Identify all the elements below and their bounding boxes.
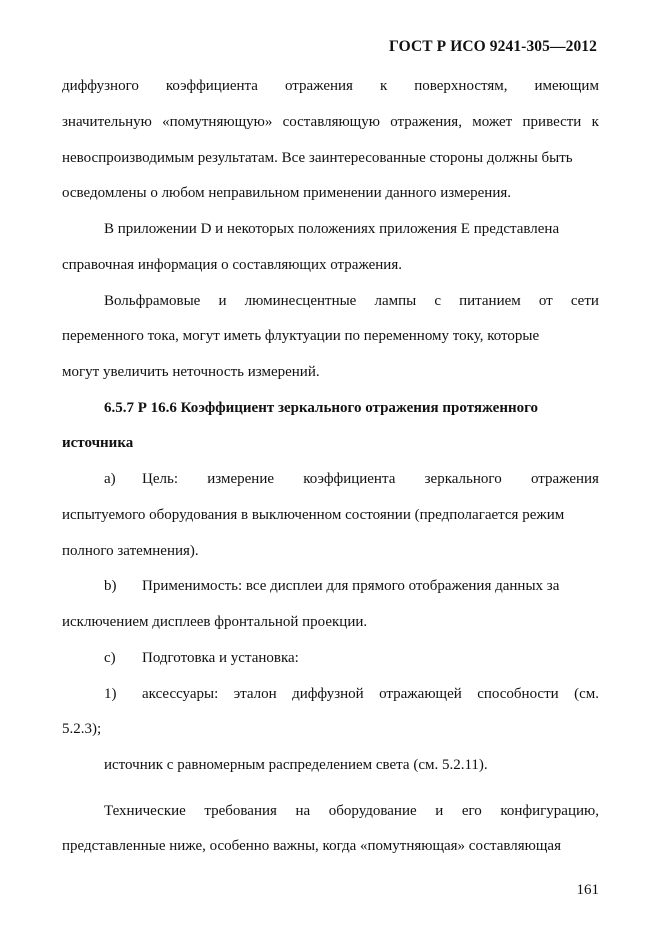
word: коэффициента: [303, 471, 396, 487]
word: Цель:: [142, 471, 178, 487]
word: отражения: [284, 78, 353, 94]
word: на: [295, 803, 311, 819]
text-line: В приложении D и некоторых положениях приложения Е представлена: [104, 221, 560, 237]
word: (см.: [574, 686, 599, 702]
word: коэффициента: [165, 78, 258, 94]
word: эталон: [233, 686, 277, 702]
word: к: [379, 78, 388, 94]
list-marker: а): [104, 471, 116, 487]
list-marker: с): [104, 650, 116, 666]
word: его: [461, 803, 482, 819]
word: имеющим: [534, 78, 599, 94]
word: диффузного: [62, 78, 139, 94]
word: конфигурацию,: [500, 803, 599, 819]
text-line: [104, 291, 599, 311]
word: поверхностям,: [414, 78, 508, 94]
text-line: исключением дисплеев фронтальной проекции.: [62, 614, 368, 630]
word: может: [472, 114, 513, 130]
text-line: [62, 76, 599, 96]
word: отражения: [530, 471, 599, 487]
word: аксессуары:: [142, 686, 219, 702]
word: способности: [477, 686, 559, 702]
word: к: [591, 114, 599, 130]
text-line: источник с равномерным распределением света (см. 5.2.11).: [104, 757, 488, 773]
word: и: [435, 803, 444, 819]
page-number: 161: [576, 882, 599, 898]
list-item-c: [104, 648, 599, 668]
word: от: [538, 293, 553, 309]
text-line: 5.2.3);: [62, 721, 102, 737]
text-line: представленные ниже, особенно важны, когда «помутняющая» составляющая: [62, 838, 561, 854]
text-line: испытуемого оборудования в выключенном состоянии (предполагается режим: [62, 507, 565, 523]
list-text: [142, 684, 599, 704]
word: требования: [204, 803, 277, 819]
list-marker: 1): [104, 686, 117, 702]
text-line: переменного тока, могут иметь флуктуации по переменному току, которые: [62, 328, 540, 344]
text-line: [104, 801, 599, 821]
list-text: Применимость: все дисплеи для прямого отображения данных за: [142, 578, 560, 594]
list-text: [142, 469, 599, 489]
word: диффузной: [292, 686, 364, 702]
text-line: справочная информация о составляющих отражения.: [62, 257, 402, 273]
text-line: невоспроизводимым результатам. Все заинтересованные стороны должны быть: [62, 150, 573, 166]
word: и: [218, 293, 227, 309]
word: с: [434, 293, 441, 309]
word: Технические: [104, 803, 186, 819]
word: значительную: [62, 114, 152, 130]
list-item-b: [104, 576, 599, 596]
list-item-a: [104, 469, 599, 489]
word: оборудование: [328, 803, 417, 819]
word: привести: [522, 114, 582, 130]
word: Вольфрамовые: [104, 293, 201, 309]
text-line: [62, 112, 599, 132]
word: «помутняющую»: [162, 114, 273, 130]
text-line: могут увеличить неточность измерений.: [62, 364, 320, 380]
word: зеркального: [424, 471, 502, 487]
section-heading: 6.5.7 Р 16.6 Коэффициент зеркального отражения протяженного: [104, 400, 539, 416]
list-item-1: [104, 684, 599, 704]
section-heading-cont: источника: [62, 435, 134, 451]
word: питанием: [459, 293, 521, 309]
word: сети: [570, 293, 599, 309]
word: люминесцентные: [244, 293, 357, 309]
word: составляющую: [282, 114, 380, 130]
list-marker: b): [104, 578, 117, 594]
word: отражающей: [379, 686, 462, 702]
word: отражения,: [390, 114, 462, 130]
word: измерение: [207, 471, 275, 487]
word: лампы: [374, 293, 417, 309]
standard-header: ГОСТ Р ИСО 9241-305—2012: [389, 38, 597, 55]
list-text: Подготовка и установка:: [142, 650, 299, 666]
text-line: полного затемнения).: [62, 543, 199, 559]
text-line: осведомлены о любом неправильном применении данного измерения.: [62, 185, 511, 201]
